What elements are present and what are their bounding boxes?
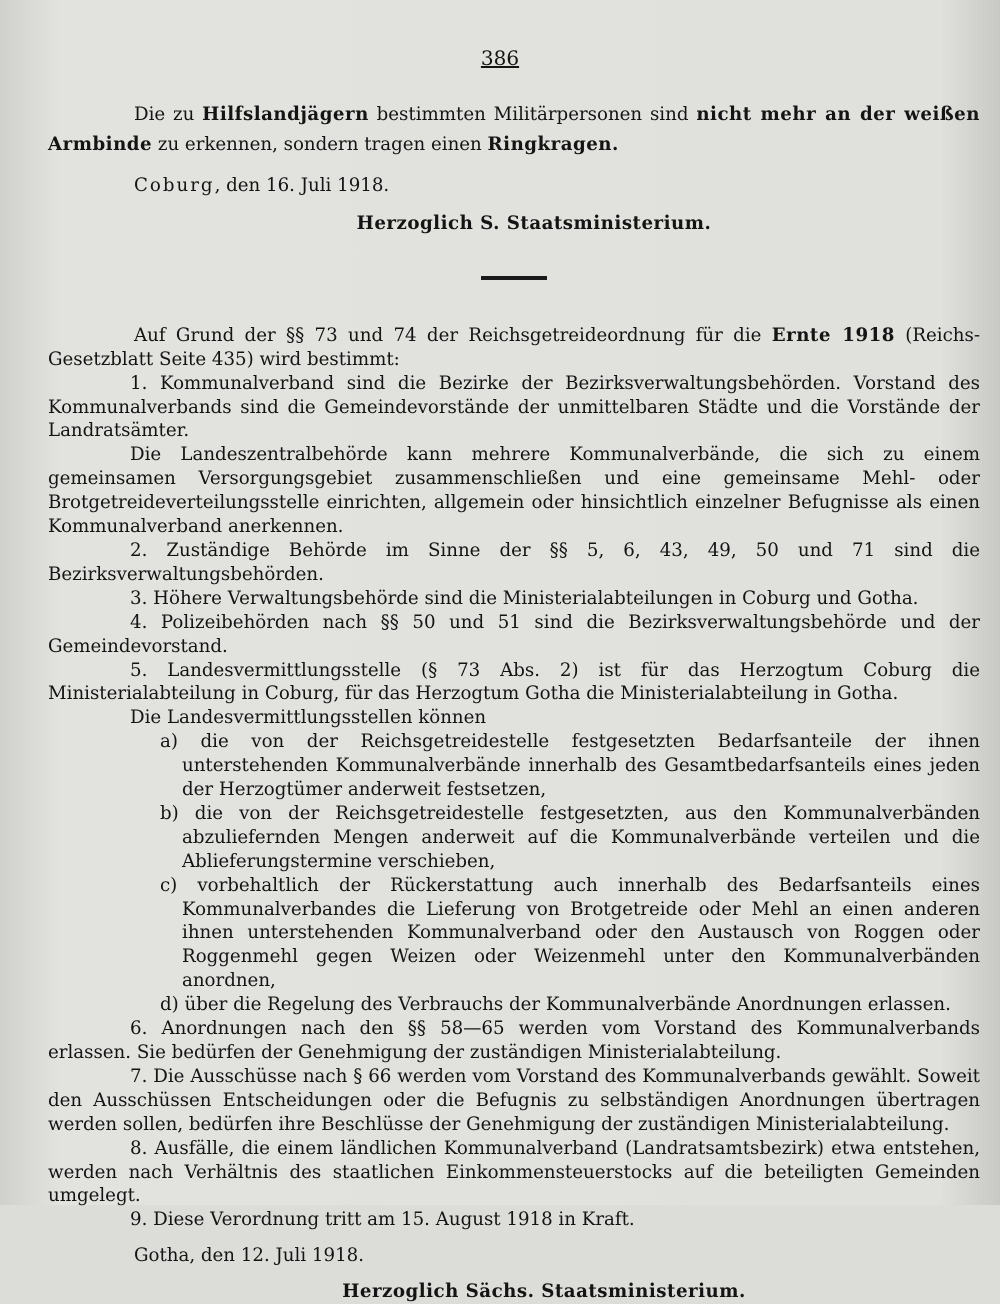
page-content <box>48 0 980 1304</box>
decree-section-5-item-a: a) die von der Reichsgetreidestelle festgesetzten Bedarfsanteile der ihnen unterstehenden Kommunalverbände innerhalb des Gesamtbedarfsanteils eines jeden der Herzogtümer anderweit festsetzen, <box>160 731 980 801</box>
decree-intro: Auf Grund der §§ 73 und 74 der Reichsgetreideordnung für die Ernte 1918 (Reichs-Gesetzblatt Seite 435) wird bestimmt: <box>48 324 980 370</box>
decree-place-date: Gotha, den 12. Juli 1918. <box>134 1245 364 1267</box>
decree-section-8: 8. Ausfälle, die einem ländlichen Kommunalverband (Landratsamtsbezirk) etwa entstehen, werden nach Verhältnis des staatlichen Einkommensteuerstocks auf die beteiligten Gemeinden umgelegt. <box>48 1137 980 1207</box>
decree-section-1: 1. Kommunalverband sind die Bezirke der Bezirksverwaltungsbehörden. Vorstand des Kommunalverbands sind die Gemeindevorstände der unmittelbaren Städte und die Vorstände der Landratsämter. <box>48 372 980 442</box>
decree-section-9: 9. Diese Verordnung tritt am 15. August 1918 in Kraft. <box>130 1209 635 1231</box>
decree-section-7: 7. Die Ausschüsse nach § 66 werden vom Vorstand des Kommunalverbands gewählt. Soweit den Ausschüssen Entscheidungen oder die Befugnis zu selbständigen Anordnungen übertragen werden sollen, bedürfen ihre Beschlüsse der Genehmigung der zuständigen Ministerialabteilung. <box>48 1065 980 1135</box>
decree-section-5-lead: Die Landesvermittlungsstellen können <box>130 707 487 729</box>
notice-place-date: Coburg, den 16. Juli 1918. <box>134 175 390 196</box>
decree-section-2: 2. Zuständige Behörde im Sinne der §§ 5, 6, 43, 49, 50 und 71 sind die Bezirksverwaltungsbehörden. <box>48 539 980 585</box>
decree-section-5-item-b: b) die von der Reichsgetreidestelle festgesetzten, aus den Kommunalverbänden abzuliefernden Mengen anderweit auf die Kommunalverbände verteilen und die Ablieferungstermine verschieben, <box>160 802 980 872</box>
decree-section-6: 6. Anordnungen nach den §§ 58—65 werden vom Vorstand des Kommunalverbands erlassen. Sie bedürfen der Genehmigung der zuständigen Ministerialabteilung. <box>48 1018 980 1063</box>
decree-signature: Herzoglich Sächs. Staatsministerium. <box>342 1281 746 1303</box>
decree-section-1-para-2: Die Landeszentralbehörde kann mehrere Kommunalverbände, die sich zu einem gemeinsamen Versorgungsgebiet zusammenschließen und eine gemeinsame Mehl- oder Brotgetreideverteilungsstelle einrichten, allgemein oder hinsichtlich einzelner Befugnisse als einen Kommunalverband anerkennen. <box>48 444 980 538</box>
page-number: 386 <box>480 46 520 70</box>
decree-section-3: 3. Höhere Verwaltungsbehörde sind die Ministerialabteilungen in Coburg und Gotha. <box>130 587 919 609</box>
decree-section-5-item-d: d) über die Regelung des Verbrauchs der Kommunalverbände Anordnungen erlassen. <box>160 994 951 1016</box>
decree-section-5: 5. Landesvermittlungsstelle (§ 73 Abs. 2) ist für das Herzogtum Coburg die Ministerialabteilung in Coburg, für das Herzogtum Gotha die Ministerialabteilung in Gotha. <box>48 659 980 705</box>
notice-signature: Herzoglich S. Staatsministerium. <box>356 212 712 234</box>
decree-section-5-item-c: c) vorbehaltlich der Rückerstattung auch innerhalb des Bedarfsanteils eines Kommunalverbandes die Lieferung von Brotgetreide oder Mehl an einen anderen ihnen unterstehenden Kommunalverband oder den Austausch von Roggen oder Roggenmehl gegen Weizen oder Weizenmehl unter den Kommunalverbänden anordnen, <box>160 874 980 992</box>
notice-paragraph: Die zu Hilfslandjägern bestimmten Militärpersonen sind nicht mehr an der weißen Armbinde zu erkennen, sondern tragen einen Ringkragen. <box>48 104 980 155</box>
decree-section-4: 4. Polizeibehörden nach §§ 50 und 51 sind die Bezirksverwaltungsbehörde und der Gemeindevorstand. <box>48 611 980 657</box>
